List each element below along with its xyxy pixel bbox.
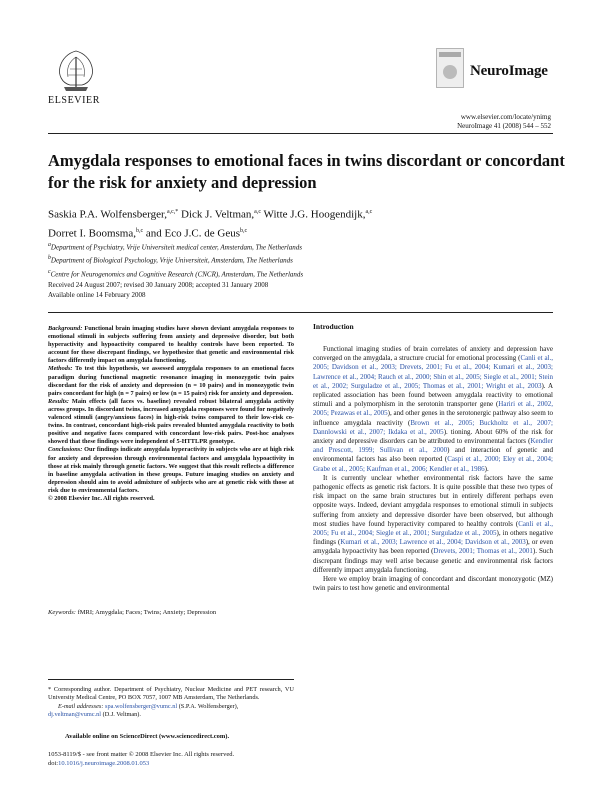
abstract-section-label: Background:	[48, 325, 83, 332]
journal-info	[457, 113, 551, 131]
keywords-label: Keywords:	[48, 609, 76, 616]
author-name: Eco J.C. de Geus	[164, 227, 241, 240]
corresponding-author-footnote: * Corresponding author. Department of Psychiatry, Nuclear Medicine and PET research, VU University Medical Centre, PO BOX 7057, 1007 MB Amsterdam, The Netherlands. E-mail addresses: spa.wolfensberger@vumc.nl (S.P.A. Wolfensberger), dj.veltman@vumc.nl (D.J. Veltman).	[48, 686, 294, 718]
introduction-body	[313, 345, 553, 593]
publisher-name: ELSEVIER	[48, 95, 101, 106]
abstract-text: Functional brain imaging studies have shown deviant amygdala responses to emotional stimuli in subjects suffering from anxiety and depressive disorder, but both hyperactivity and hypoactivity compared to healthy controls have been reported. To account for these discrepant findings, we hypothesize that genetic and environmental risk factors differently impact on amygdala functioning.	[48, 325, 294, 365]
paragraph-text: It is currently unclear whether environmental risk factors have the same pathogenic effects as genetic risk factors. It is quite possible that these two types of risk impact on the same brain structures but in entirely different perhaps even opposite ways. Indeed, deviant amygdala responses to emotional stimuli in subjects suffering from anxiety and depressive disorder have been observed, but although most studies have found hyperactivity compared to healthy controls (	[313, 473, 553, 528]
keywords	[48, 608, 294, 617]
author-affiliation-marker: b,c	[135, 227, 144, 234]
affiliation-list	[48, 240, 568, 280]
paragraph-text: ). tioning. About 60% of the risk for anxiety and depressive disorders can be attributed to environmental factors (	[313, 427, 553, 446]
paragraph-text: Here we employ brain imaging of concordant and discordant monozygotic (MZ) twin pairs to test how genetic and environmental	[313, 575, 553, 593]
author-affiliation-marker: a,c	[365, 209, 373, 215]
elsevier-logo	[48, 47, 104, 92]
author-name: Witte J.G. Hoogendijk,	[260, 208, 366, 221]
citation-link[interactable]: Hariri et al., 2002, 2005; Pezawas et al., 2005	[313, 400, 553, 418]
affiliation-item: $^c$Centre for Neurogenomics and Cognitive Research (CNCR), Amsterdam, The Netherlands	[48, 268, 304, 278]
citation-link[interactable]: Kendler and Prescott, 1999; Sullivan et al., 2000	[313, 437, 553, 455]
sciencedirect-note: Available online on ScienceDirect (www.sciencedirect.com).	[65, 733, 230, 740]
abstract-section-label: Conclusions:	[48, 446, 83, 454]
abstract-top-rule	[48, 312, 553, 313]
abstract-section-label: Methods:	[48, 365, 73, 373]
article-title: Amygdala responses to emotional faces in twins discordant or concordant for the risk for anxiety and depression	[48, 151, 565, 192]
paragraph-text: ). A replicated association has been found between amygdala reactivity to emotional stimuli and a polymorphism in the serotonin transporter gene (	[313, 381, 554, 409]
citation-link[interactable]: Caspi et al., 2000; Eley et al., 2004; Grabe et al., 2005; Kaufman et al., 2006; Kendler et al., 1986	[313, 455, 553, 473]
abstract	[48, 325, 294, 503]
journal-cover-icon	[436, 48, 464, 88]
journal-citation: NeuroImage 41 (2008) 544 – 552	[457, 122, 551, 130]
email-link[interactable]: dj.veltman@vumc.nl	[48, 710, 102, 718]
header-rule	[48, 133, 553, 134]
citation-link[interactable]: Kumari et al., 2003; Lawrence et al., 2004; Davidson et al., 2003	[340, 538, 526, 547]
email-label: E-mail addresses:	[58, 702, 104, 710]
received-date: Received 24 August 2007; revised 30 January 2008; accepted 31 January 2008	[48, 281, 269, 289]
article-dates	[48, 280, 568, 300]
paragraph-text: ) and interaction of genetic and environmental factors has also been reported (	[313, 446, 553, 464]
paragraph-text: ), and other genes in the serotonergic pathway also seem to influence amygdala reactivity (	[313, 409, 553, 427]
front-matter: 1053-8119/$ - see front matter © 2008 Elsevier Inc. All rights reserved. doi:10.1016/j.neuroimage.2008.01.053	[48, 750, 298, 768]
affiliation-item: $^b$Department of Biological Psychology, Vrije Universiteit, Amsterdam, The Netherlands	[48, 255, 293, 265]
online-date: Available online 14 February 2008	[48, 291, 146, 299]
author-name: Dick J. Veltman,	[178, 208, 255, 221]
journal-name: NeuroImage	[470, 63, 548, 79]
paragraph-text: ), in others negative findings (	[313, 529, 553, 547]
keywords-text: fMRI; Amygdala; Faces; Twins; Anxiety; Depression	[75, 609, 217, 616]
paragraph	[313, 575, 553, 593]
author-affiliation-marker: a,c,*	[166, 209, 179, 215]
citation-link[interactable]: Canli et al., 2005; Davidson et al., 2003; Drevets, 2001; Fu et al., 2004; Kumari et al., 2003; Lawrence et al., 2004; Rauch et al., 2000; Shin et al., 2005; Siegle et al., 2001; Stein et al., 2002; Surguladze et al., 2005; Thomas et al., 2001; Wright et al., 2003	[313, 354, 553, 390]
author-name: Dorret I. Boomsma,	[48, 227, 136, 240]
abstract-section-label: Results:	[48, 397, 69, 405]
author-conjunction: and	[143, 227, 165, 240]
author-name: Saskia P.A. Wolfensberger,	[48, 208, 167, 221]
corresponding-author-text: * Corresponding author. Department of Psychiatry, Nuclear Medicine and PET research, VU University Medical Centre, PO BOX 7057, 1007 MB Amsterdam, The Netherlands.	[48, 686, 294, 702]
email-link[interactable]: spa.wolfensberger@vumc.nl	[105, 702, 178, 710]
section-heading: Introduction	[313, 322, 354, 331]
author-list	[48, 204, 568, 241]
paragraph	[313, 345, 553, 474]
author-affiliation-marker: b,c	[240, 227, 248, 234]
abstract-text: Our findings indicate amygdala hyperactivity in subjects who are at high risk for anxiety and depression through environmental factors and amygdala hypoactivity in those at risk mainly through genetic factors. We suggest that this result reflects a difference in baseline amygdala activation in these groups. Future imaging studies on anxiety and depression should aim to avoid admixture of subjects who are at genetic risk with those at risk due to environmental factors.	[48, 446, 294, 494]
abstract-text: Main effects (all faces vs. baseline) revealed robust bilateral amygdala activity across groups. In discordant twins, increased amygdala responses were found for negatively valenced stimuli (angry/anxious faces) in high-risk twins compared to their low-risk co-twins. In contrast, concordant high-risk pairs revealed blunted amygdala reactivity to both positive and negative faces compared with concordant low-risk pairs. Post-hoc analyses showed that these findings were independent of 5-HTTLPR genotype.	[48, 397, 294, 446]
abstract-copyright: © 2008 Elsevier Inc. All rights reserved.	[48, 494, 155, 502]
doi-link[interactable]: 10.1016/j.neuroimage.2008.01.053	[58, 760, 150, 767]
footnote-rule	[48, 679, 294, 680]
citation-link[interactable]: Canli et al., 2005; Fu et al., 2004; Siegle et al., 2001; Surguladze et al., 2005	[313, 519, 554, 538]
abstract-text: To test this hypothesis, we assessed amygdala responses to an emotional faces paradigm during functional magnetic resonance imaging in monozygotic twin pairs discordant for the risk of anxiety and depression (n = 10 pairs) and in monozygotic twin pairs concordant for high (n = 7 pairs) or low (n = 15 pairs) risk for anxiety and depression.	[48, 365, 294, 397]
affiliation-item: $^a$Department of Psychiatry, Vrije Universiteit medical center, Amsterdam, The Netherlands	[48, 242, 302, 252]
citation-link[interactable]: Brown et al., 2005; Buckholtz et al., 2007; Dannlowski et al., 2007; Ikdaka et al., 2005	[313, 418, 554, 436]
paragraph-text: ). Such discrepant findings may well arise because genetic and environmental risk factors differently impact amygdala functioning.	[313, 547, 553, 574]
journal-url[interactable]: www.elsevier.com/locate/ynimg	[460, 113, 551, 121]
issn-line: 1053-8119/$ - see front matter © 2008 Elsevier Inc. All rights reserved.	[48, 751, 235, 758]
paragraph-text: Functional imaging studies of brain correlates of anxiety and depression have converged on the amygdala, a structure crucial for emotional processing (	[313, 345, 553, 363]
paragraph-text: ).	[484, 464, 489, 473]
author-affiliation-marker: a,c	[254, 209, 261, 215]
paragraph	[313, 474, 553, 575]
citation-link[interactable]: Drevets, 2001; Thomas et al., 2001	[433, 547, 533, 556]
paragraph-text: ), or even amygdala hypoactivity has been reported (	[313, 538, 553, 556]
